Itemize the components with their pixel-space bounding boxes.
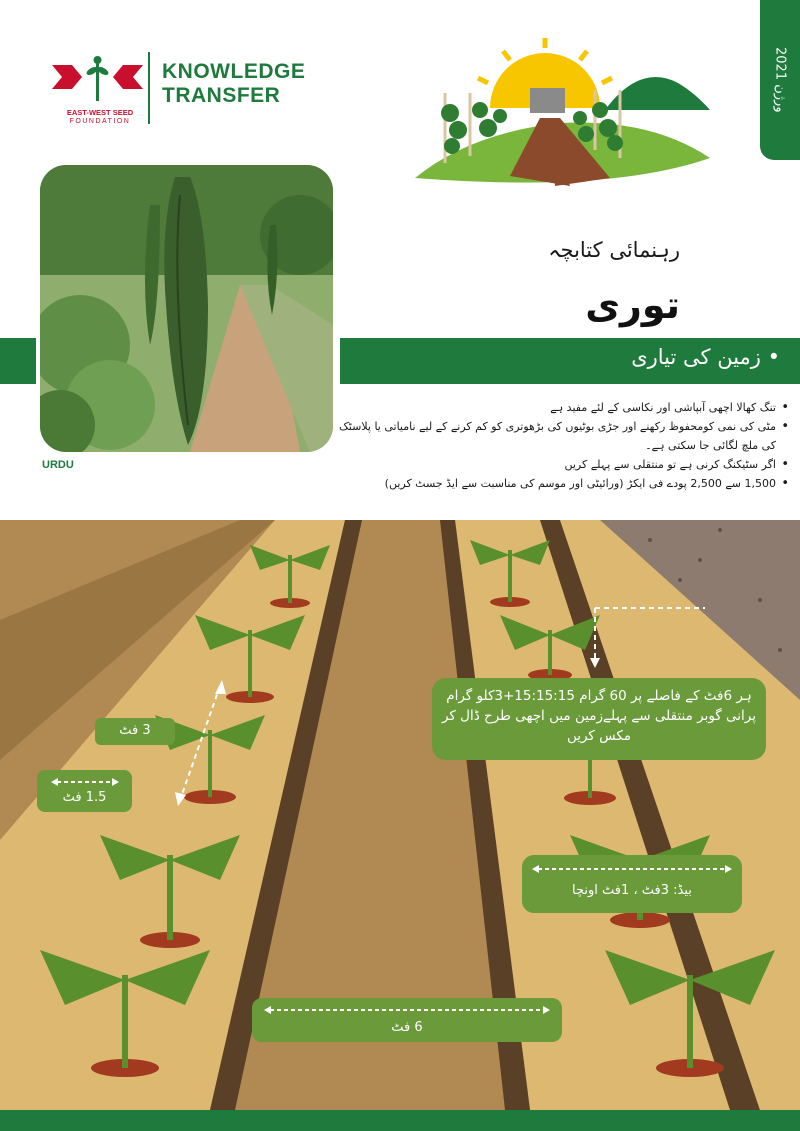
spacing-value: 1.5 فٹ <box>62 790 107 805</box>
logo-line-1: EAST-WEST SEED <box>66 108 134 117</box>
logo-caption <box>50 108 150 126</box>
list-item: • مٹی کی نمی کومحفوظ رکھنے اور جڑی بوٹیوں کی بڑھوتری کو کم کرنے کے لیے نامیاتی یا پلاسٹک کی ملچ لگائی جا سکتی ہے۔ <box>335 417 790 455</box>
farm-illustration <box>410 38 720 190</box>
list-item: • اگر سٹیکنگ کرنی ہے تو منتقلی سے پہلے کریں <box>335 455 790 474</box>
fertilizer-label: ہر 6فٹ کے فاصلے پر 60 گرام 15:15:15+3کلو گرام پرانی گوبر منتقلی سے پہلےزمین میں اچھی طرح ڈال کر مکس کریں <box>432 678 766 760</box>
tips-list <box>335 398 790 493</box>
version-label: ورژن 2021 <box>772 47 788 113</box>
double-arrow-icon <box>51 777 119 787</box>
cover-photo <box>40 165 333 452</box>
row-spacing-label-6ft <box>252 998 562 1042</box>
section-bar-left <box>0 338 36 384</box>
list-item: • تنگ کھالا اچھی آبپاشی اور نکاسی کے لئے مفید ہے <box>335 398 790 417</box>
bed-size-label <box>522 855 742 913</box>
list-item: • 1,500 سے 2,500 پودے فی ایکڑ (ورائیٹی اور موسم کی مناسبت سے ایڈ جسٹ کریں) <box>335 474 790 493</box>
language-label: URDU <box>42 459 74 471</box>
brand-title <box>162 60 305 108</box>
crop-title: توری <box>585 283 680 327</box>
double-arrow-icon <box>532 864 732 874</box>
double-arrow-icon <box>264 1005 550 1015</box>
brand-line-2: TRANSFER <box>162 84 281 107</box>
footer-bar <box>0 1110 800 1131</box>
bed-size-value: بیڈ: 3فٹ ، 1فٹ اونچا <box>572 883 692 898</box>
row-spacing-value: 6 فٹ <box>391 1020 423 1035</box>
logo-line-2: FOUNDATION <box>69 118 131 125</box>
brand-line-1: KNOWLEDGE <box>162 60 306 83</box>
section-heading: • زمین کی تیاری <box>631 345 780 369</box>
spacing-label-1-5ft <box>37 770 132 812</box>
booklet-subtitle: رہنمائی کتابچہ <box>548 238 680 262</box>
section-bar <box>340 338 800 384</box>
header-divider <box>148 52 150 124</box>
spacing-label-3ft: 3 فٹ <box>95 718 175 745</box>
version-tab <box>760 0 800 160</box>
